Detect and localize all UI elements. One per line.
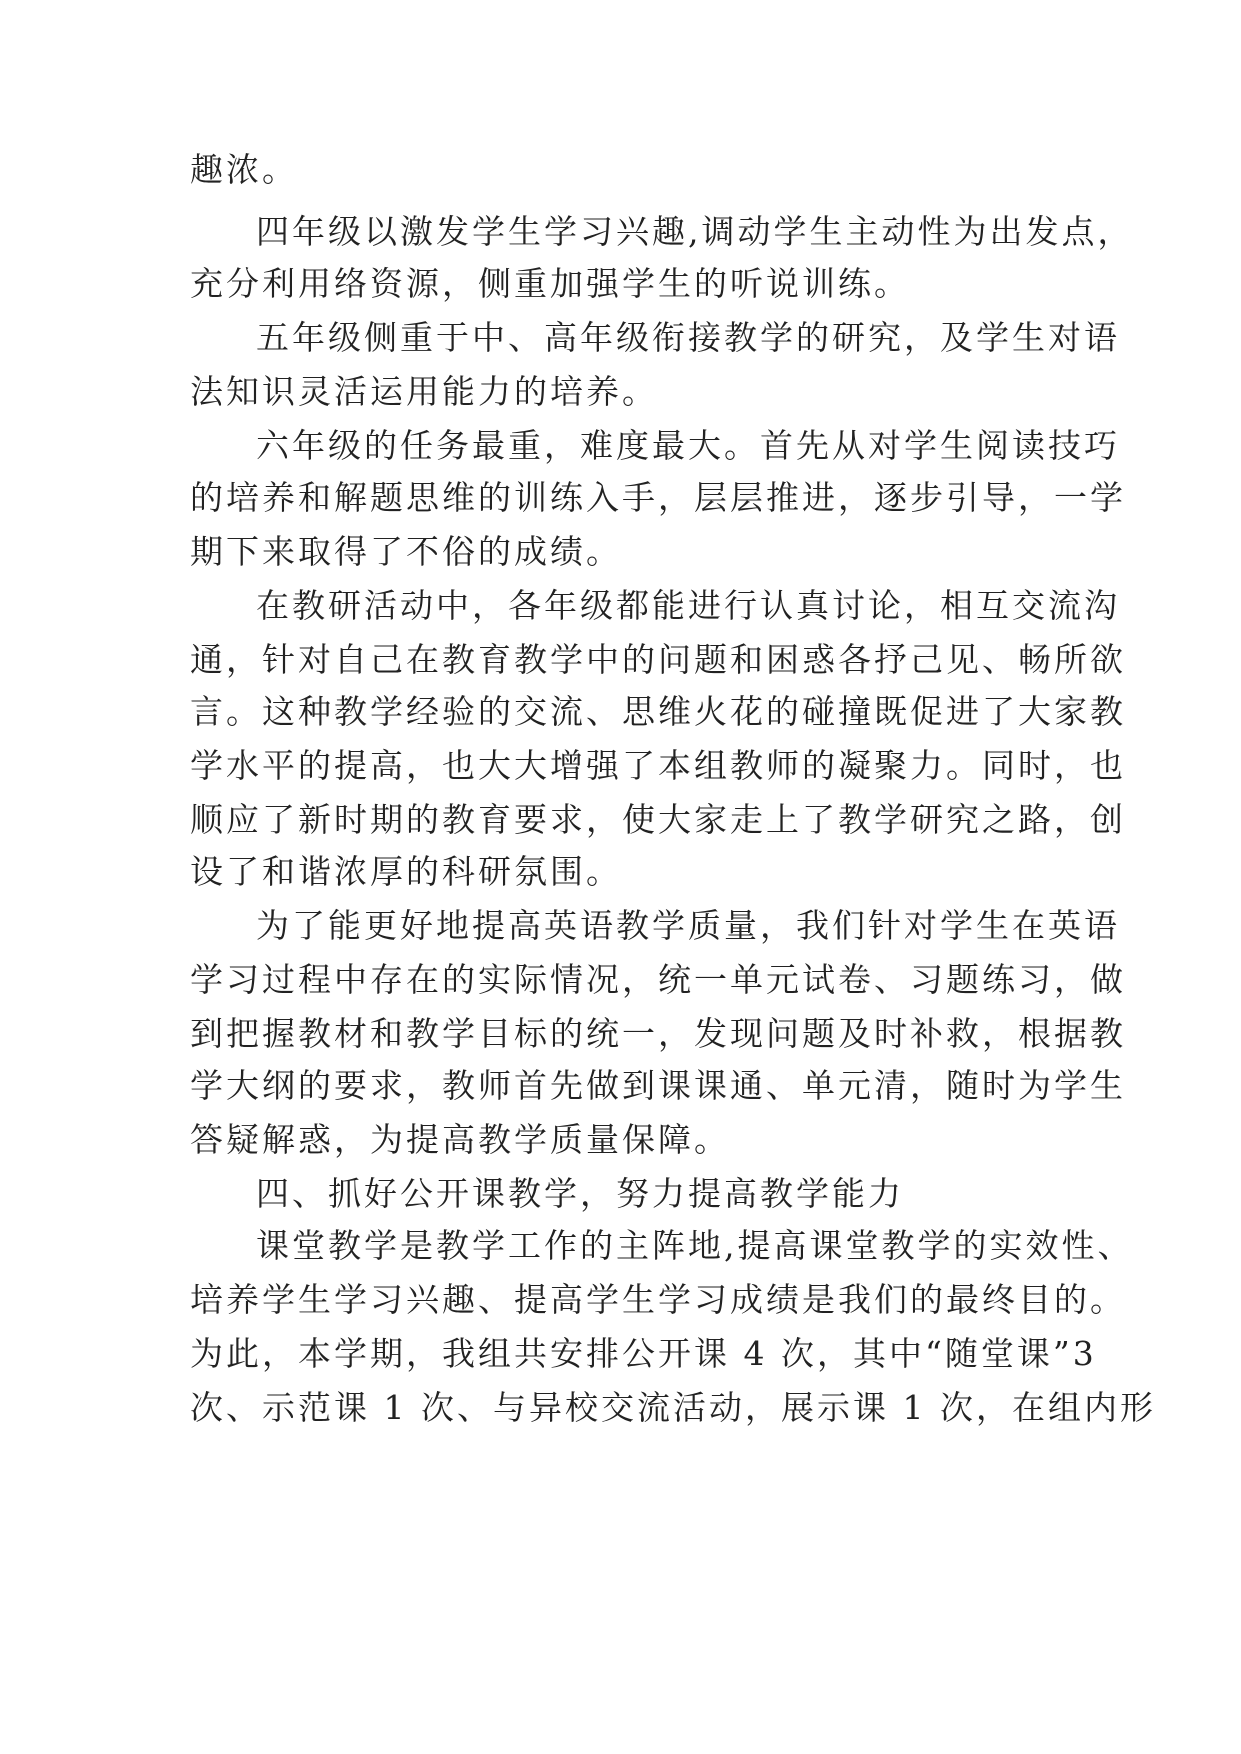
text-line: 充分利用络资源，侧重加强学生的听说训练。 <box>190 264 910 303</box>
text-line: 言。这种教学经验的交流、思维火花的碰撞既促进了大家教 <box>190 692 1126 731</box>
text-line: 培养学生学习兴趣、提高学生学习成绩是我们的最终目的。 <box>190 1280 1126 1319</box>
text-line: 学水平的提高，也大大增强了本组教师的凝聚力。同时，也 <box>190 746 1126 785</box>
text-line: 次、示范课 1 次、与异校交流活动，展示课 1 次，在组内形 <box>190 1388 1156 1427</box>
paragraph-first-line: 五年级侧重于中、高年级衔接教学的研究，及学生对语 <box>256 318 1120 357</box>
text-line: 的培养和解题思维的训练入手，层层推进，逐步引导，一学 <box>190 478 1126 517</box>
paragraph-first-line: 为了能更好地提高英语教学质量，我们针对学生在英语 <box>256 906 1120 945</box>
text-line: 答疑解惑，为提高教学质量保障。 <box>190 1120 730 1159</box>
text-line: 期下来取得了不俗的成绩。 <box>190 532 622 571</box>
text-line: 设了和谐浓厚的科研氛围。 <box>190 852 622 891</box>
text-line: 通，针对自己在教育教学中的问题和困惑各抒己见、畅所欲 <box>190 640 1126 679</box>
section-heading: 四、抓好公开课教学，努力提高教学能力 <box>256 1174 904 1213</box>
text-line: 趣浓。 <box>190 150 298 189</box>
text-line: 顺应了新时期的教育要求，使大家走上了教学研究之路，创 <box>190 800 1126 839</box>
text-line: 学大纲的要求，教师首先做到课课通、单元清，随时为学生 <box>190 1066 1126 1105</box>
text-line: 为此，本学期，我组共安排公开课 4 次，其中“随堂课”3 <box>190 1334 1097 1373</box>
text-line: 法知识灵活运用能力的培养。 <box>190 372 658 411</box>
text-line: 到把握教材和教学目标的统一，发现问题及时补救，根据教 <box>190 1014 1126 1053</box>
paragraph-first-line: 四年级以激发学生学习兴趣,调动学生主动性为出发点， <box>256 212 1134 251</box>
paragraph-first-line: 课堂教学是教学工作的主阵地,提高课堂教学的实效性、 <box>256 1226 1134 1265</box>
paragraph-first-line: 在教研活动中，各年级都能进行认真讨论，相互交流沟 <box>256 586 1120 625</box>
text-line: 学习过程中存在的实际情况，统一单元试卷、习题练习，做 <box>190 960 1126 999</box>
paragraph-first-line: 六年级的任务最重，难度最大。首先从对学生阅读技巧 <box>256 426 1120 465</box>
